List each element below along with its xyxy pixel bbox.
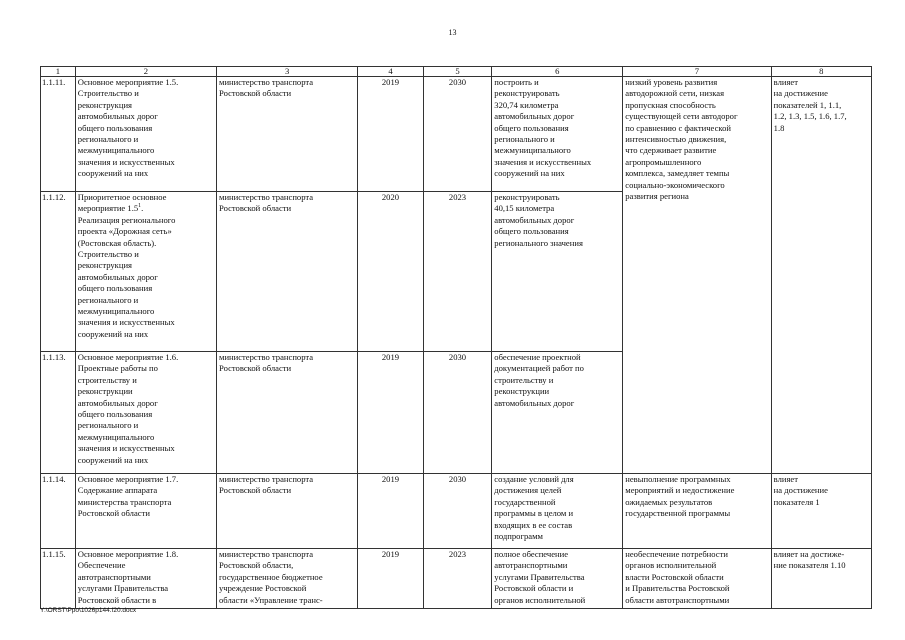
indicators-merged: влияет на достижение показателей 1, 1.1, 1.2, 1.3, 1.5, 1.6, 1.7, 1.8: [771, 77, 871, 474]
file-path-footer: Y:\ORST\Ppo\1026p144.f20.docx: [40, 607, 137, 614]
activity-name: Основное мероприятие 1.8. Обеспечение автотранспортными услугами Правительства Ростовской области в: [75, 549, 216, 609]
column-header: 2: [75, 67, 216, 77]
executor: министерство транспорта Ростовской области: [217, 352, 358, 474]
activity-name-text: . Реализация регионального проекта «Дорожная сеть» (Ростовская область). Строительство и реконструкция автомобильных дорог общего пользования регионального и межмуниципального значения и искусственных сооружений на них: [77, 203, 176, 339]
indicators: влияет на достижение показателя 1: [771, 474, 871, 549]
expected-result: создание условий для достижения целей государственной программы в целом и входящих в ее состав подпрограмм: [492, 474, 623, 549]
end-year: 2023: [423, 192, 492, 352]
end-year: 2030: [423, 352, 492, 474]
column-header: 1: [41, 67, 76, 77]
row-id: 1.1.12.: [41, 192, 76, 352]
executor: министерство транспорта Ростовской области: [217, 77, 358, 192]
superscript: 1: [138, 203, 142, 210]
start-year: 2019: [358, 474, 423, 549]
table-row: [41, 474, 872, 549]
indicators: влияет на достиже- ние показателя 1.10: [771, 549, 871, 609]
end-year: 2030: [423, 474, 492, 549]
page-number: 13: [448, 28, 457, 37]
column-number-row: [41, 67, 872, 77]
start-year: 2019: [358, 352, 423, 474]
row-id: 1.1.13.: [41, 352, 76, 474]
column-header: 3: [217, 67, 358, 77]
activity-name: Основное мероприятие 1.5. Строительство и реконструкция автомобильных дорог общего пользования регионального и межмуниципального значения и искусственных сооружений на них: [75, 77, 216, 192]
column-header: 5: [423, 67, 492, 77]
activity-name: Основное мероприятие 1.7. Содержание аппарата министерства транспорта Ростовской области: [75, 474, 216, 549]
expected-result: полное обеспечение автотранспортными услугами Правительства Ростовской области и органов исполнительной: [492, 549, 623, 609]
activity-name: [75, 192, 216, 352]
expected-result: реконструировать 40,15 километра автомобильных дорог общего пользования регионального значения: [492, 192, 623, 352]
executor: министерство транспорта Ростовской области, государственное бюджетное учреждение Ростовской области «Управление транс-: [217, 549, 358, 609]
executor: министерство транспорта Ростовской области: [217, 474, 358, 549]
column-header: 4: [358, 67, 423, 77]
row-id: 1.1.15.: [41, 549, 76, 609]
row-id: 1.1.11.: [41, 77, 76, 192]
activity-name-text: Приоритетное основное мероприятие 1.5: [77, 192, 167, 214]
start-year: 2020: [358, 192, 423, 352]
consequence: необеспечение потребности органов исполнительной власти Ростовской области и Правительства Ростовской области автотранспортными: [623, 549, 771, 609]
table-row: [41, 77, 872, 192]
executor: министерство транспорта Ростовской области: [217, 192, 358, 352]
end-year: 2030: [423, 77, 492, 192]
start-year: 2019: [358, 549, 423, 609]
table-row: [41, 549, 872, 609]
consequence-merged: низкий уровень развития автодорожной сети, низкая пропускная способность существующей сети автодорог по сравнению с фактической интенсивностью движения, что сдерживает развитие агропромышленного комплекса, замедляет темпы социально-экономического развития региона: [623, 77, 771, 474]
activities-table: [40, 66, 872, 609]
end-year: 2023: [423, 549, 492, 609]
column-header: 7: [623, 67, 771, 77]
expected-result: построить и реконструировать 320,74 километра автомобильных дорог общего пользования регионального и межмуниципального значения и искусственных сооружений на них: [492, 77, 623, 192]
activity-name: Основное мероприятие 1.6. Проектные работы по строительству и реконструкции автомобильных дорог общего пользования регионального и межмуниципального значения и искусственных сооружений на них: [75, 352, 216, 474]
column-header: 6: [492, 67, 623, 77]
column-header: 8: [771, 67, 871, 77]
row-id: 1.1.14.: [41, 474, 76, 549]
start-year: 2019: [358, 77, 423, 192]
expected-result: обеспечение проектной документацией работ по строительству и реконструкции автомобильных дорог: [492, 352, 623, 474]
consequence: невыполнение программных мероприятий и недостижение ожидаемых результатов государственной программы: [623, 474, 771, 549]
